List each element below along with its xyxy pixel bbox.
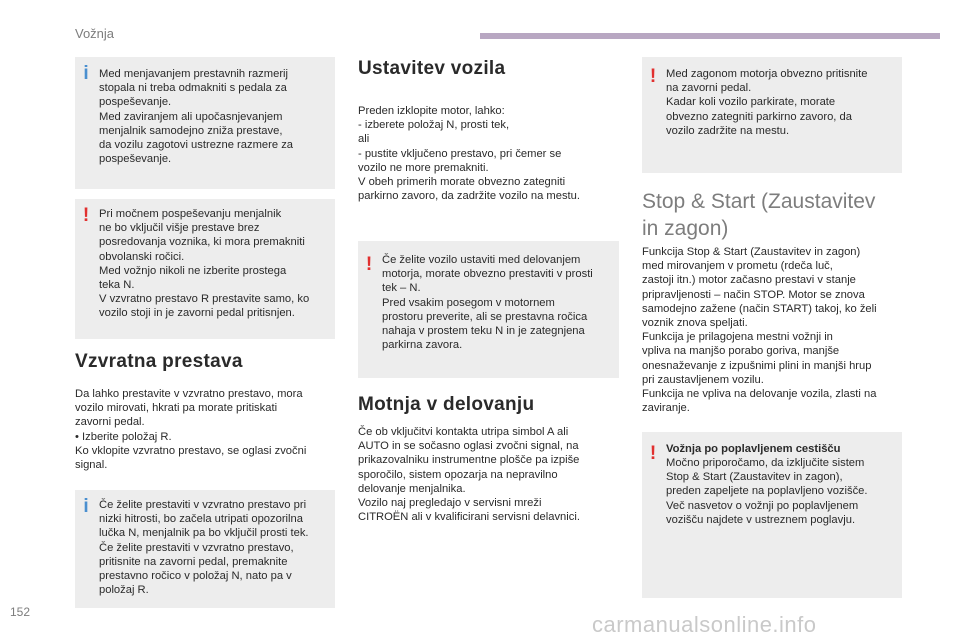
section-text-stopping: Preden izklopite motor, lahko: - izberete položaj N, prosti tek, ali - pustite vključeno prestavo, pri čemer se vozilo ne more premakniti. V obeh primerih morate obvezno zategniti parkirno zavoro, da zadržite vozilo na mestu. (358, 105, 580, 203)
section-heading-stop-start: Stop & Start (Zaustavitev in zagon) (642, 190, 876, 240)
warning-icon: ! (365, 254, 373, 275)
section-heading-malfunction: Motnja v delovanju (358, 394, 535, 415)
info-box-reverse-low-speed (75, 490, 335, 608)
warning-icon: ! (649, 66, 657, 87)
warning-box-acceleration (75, 199, 335, 339)
warning-box-engine-start (642, 57, 902, 173)
warning-box-text: Močno priporočamo, da izklјučite sistem Stop & Start (Zaustavitev in zagon), preden zapeljete na poplavljeno vozišče. Več nasvetov o vožnji po poplavljenem vozišču najdete v ustreznem poglavju. (666, 457, 868, 526)
warning-box-flooded-road (642, 432, 902, 598)
warning-box-text: Med zagonom motorja obvezno pritisnite na zavorni pedal. Kadar koli vozilo parkirate, morate obvezno zategniti parkirno zavoro, da vozilo zadržite na mestu. (666, 68, 868, 137)
section-heading-reverse: Vzvratna prestava (75, 351, 243, 372)
info-icon: i (83, 63, 89, 84)
section-text-reverse: Da lahko prestavite v vzvratno prestavo, mora vozilo mirovati, hkrati pa morate pritiskati zavorni pedal. • Izberite položaj R. Ko vklopite vzvratno prestavo, se oglasi zvočni signal. (75, 388, 307, 472)
page-header-bar (480, 33, 940, 39)
info-box-text: Če želite prestaviti v vzvratno prestavo pri nizki hitrosti, bo začela utripati opozorilna lučka N, menjalnik pa bo vključil prosti tek. Če želite prestaviti v vzvratno prestavo, pritisnite na zavorni pedal, premaknite prestavno ročico v položaj N, nato pa v položaj R. (99, 499, 309, 597)
page-number: 152 (10, 605, 31, 619)
info-box-text: Med menjavanjem prestavnih razmerij stopala ni treba odmakniti s pedala za pospeševanje. Med zaviranjem ali upočasnjevanjem menjalnik samodejno zniža prestave, da vozilu zagotovi ustrezne razmere za pospeševanje. (99, 68, 294, 166)
warning-box-text: Pri močnem pospeševanju menjalnik ne bo vključil višje prestave brez posredovanja voznika, ki mora premakniti obvolanski ročici. Med vožnjo nikoli ne izberite prostega teka N. V vzvratno prestavo R prestavite samo, ko vozilo stoji in je zavorni pedal pritisnjen. (99, 208, 310, 320)
section-text-malfunction: Če ob vključitvi kontakta utripa simbol A ali AUTO in se sočasno oglasi zvočni signal, na prikazovalniku instrumentne plošče pa izpiše sporočilo, sistem opozarja na nepravilno delovanje menjalnika. Vozilo naj pregledajo v servisni mreži CITROËN ali v kvalificirani servisni delavnici. (358, 426, 580, 524)
info-box-gear-shift (75, 57, 335, 189)
warning-icon: ! (82, 205, 90, 226)
warning-box-text: Če želite vozilo ustaviti med delovanjem motorja, morate obvezno prestaviti v prosti tek – N. Pred vsakim posegom v motornem prostoru preverite, ali se prestavna ročica nahaja v prostem teku N in je zategnjena parkirna zavora. (382, 254, 593, 352)
section-heading-stopping: Ustavitev vozila (358, 58, 506, 79)
warning-box-stop-engine-running (358, 241, 619, 378)
info-icon: i (83, 496, 89, 517)
section-text-stop-start: Funkcija Stop & Start (Zaustavitev in zagon) med mirovanjem v prometu (rdeča luč, zastoji itn.) motor začasno prestavi v stanje pripravljenosti – način STOP. Motor se znova samodejno zažene (način START) takoj, ko želi voznik znova speljati. Funkcija je prilagojena mestni vožnji in vpliva na manjšo porabo goriva, manjše onesnaževanje z izpušnimi plini in manjši hrup pri zaustavljenem vozilu. Funkcija ne vpliva na delovanje vozila, zlasti na zaviranje. (642, 246, 877, 415)
page-header-title: Vožnja (75, 26, 115, 41)
watermark: carmanualsonline.info (592, 612, 817, 637)
warning-box-title: Vožnja po poplavljenem cestišču (666, 443, 841, 455)
warning-icon: ! (649, 443, 657, 464)
